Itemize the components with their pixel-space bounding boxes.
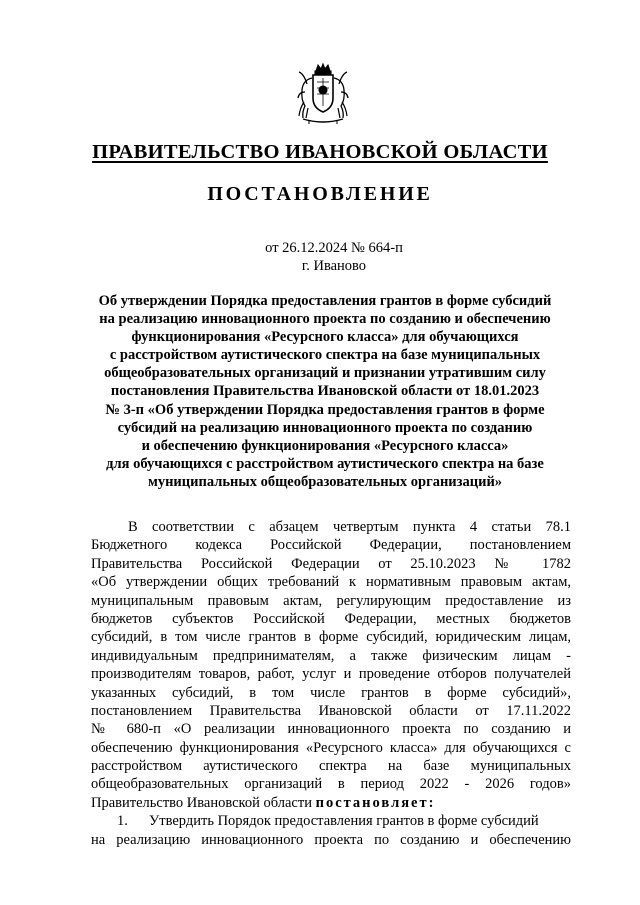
body-line: «Об утверждении общих требований к нормативным правовым актам, — [91, 574, 571, 591]
coat-of-arms-icon — [295, 62, 351, 126]
title-line: муниципальных общеобразовательных организаций» — [147, 473, 503, 490]
body-line: указанных субсидий, в том числе грантов в форме субсидий», — [91, 684, 571, 701]
document-city: г. Иваново — [301, 258, 367, 274]
body-line: № 680-п «О реализации инновационного проекта по созданию и — [91, 721, 571, 738]
title-line: общеобразовательных организаций и признании утратившим силу — [104, 365, 546, 382]
title-line: Об утверждении Порядка предоставления грантов в форме субсидий — [98, 293, 552, 309]
body-line: обеспечению функционирования «Ресурсного класса» для обучающихся с — [91, 739, 571, 756]
body-line: муниципальным правовым актам, регулирующим предоставление из — [91, 592, 571, 609]
body-line: В соответствии с абзацем четвертым пункта 4 статьи 78.1 — [128, 519, 571, 535]
document-type: ПОСТАНОВЛЕНИЕ — [207, 183, 433, 205]
body-line: Бюджетного кодекса Российской Федерации, постановлением — [91, 537, 571, 554]
item-1-line — [91, 812, 571, 830]
title-line: функционирования «Ресурсного класса» для обучающихся — [131, 329, 519, 346]
item-1-number: 1. — [117, 813, 128, 830]
document-title — [80, 292, 570, 491]
title-line: № 3-п «Об утверждении Порядка предоставления грантов в форме — [105, 401, 545, 418]
title-line: субсидий на реализацию инновационного проекта по созданию — [117, 419, 533, 436]
item-1-text: Утвердить Порядок предоставления грантов в форме субсидий — [149, 813, 539, 830]
resolve-line — [91, 794, 571, 812]
resolve-word: постановляет: — [315, 794, 436, 811]
body-line: субсидий, в том числе грантов в форме субсидий, юридическим лицам, — [91, 629, 571, 646]
body-line: бюджетов субъектов Российской Федерации, местных бюджетов — [91, 610, 571, 627]
body-line: постановлением Правительства Ивановской области от 17.11.2022 — [91, 702, 571, 719]
body-line: Правительства Российской Федерации от 25.10.2023 № 1782 — [91, 555, 571, 572]
document-date-number: от 26.12.2024 № 664-п — [265, 240, 403, 256]
government-name: ПРАВИТЕЛЬСТВО ИВАНОВСКОЙ ОБЛАСТИ — [92, 141, 548, 163]
body-line: индивидуальным предпринимателям, а также физическим лицам - — [91, 647, 571, 664]
body-line: производителям товаров, работ, услуг и проведение отборов получателей — [91, 666, 571, 683]
title-line: на реализацию инновационного проекта по созданию и обеспечению — [99, 311, 551, 328]
document-body — [91, 518, 571, 849]
item-1-continuation: на реализацию инновационного проекта по созданию и обеспечению — [91, 831, 571, 848]
title-line: и обеспечению функционирования «Ресурсного класса» — [141, 437, 509, 454]
title-line: постановления Правительства Ивановской области от 18.01.2023 — [110, 383, 540, 400]
title-line: с расстройством аутистического спектра на базе муниципальных — [109, 347, 541, 364]
body-line: общеобразовательных организаций в период 2022 - 2026 годов» — [91, 776, 571, 793]
body-line: расстройством аутистического спектра на базе муниципальных — [91, 758, 571, 775]
resolve-prefix: Правительство Ивановской области — [91, 794, 316, 811]
title-line: для обучающихся с расстройством аутистического спектра на базе — [106, 455, 544, 472]
